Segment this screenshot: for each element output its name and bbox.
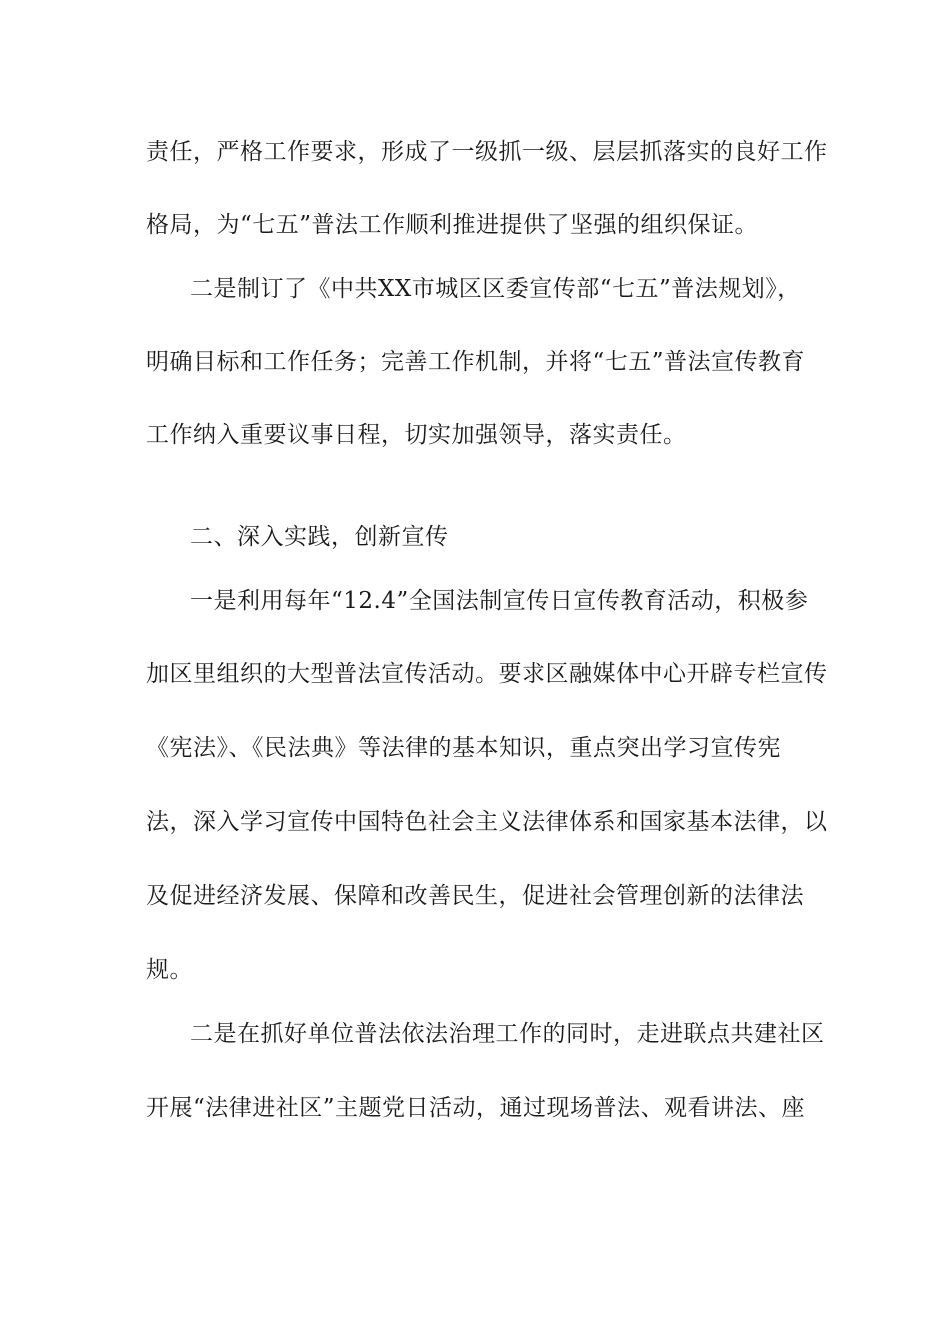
- paragraph-line: 一是利用每年“12.4”全国法制宣传日宣传教育活动，积极参: [190, 588, 809, 614]
- paragraph-line: 二是在抓好单位普法依法治理工作的同时，走进联点共建社区: [190, 1021, 825, 1047]
- paragraph-line: 工作纳入重要议事日程，切实加强领导，落实责任。: [146, 422, 687, 448]
- paragraph-line: 二是制订了《中共XX市城区区委宣传部“七五”普法规划》，: [190, 276, 801, 302]
- paragraph-line: 加区里组织的大型普法宣传活动。要求区融媒体中心开辟专栏宣传: [146, 661, 828, 687]
- paragraph-line: 及促进经济发展、保障和改善民生，促进社会管理创新的法律法: [146, 883, 804, 909]
- paragraph-line: 开展“法律进社区”主题党日活动，通过现场普法、观看讲法、座: [146, 1095, 806, 1121]
- paragraph-line: 《宪法》、《民法典》等法律的基本知识，重点突出学习宣传宪: [146, 735, 781, 761]
- paragraph-line: 格局，为“七五”普法工作顺利推进提供了坚强的组织保证。: [146, 212, 759, 238]
- paragraph-line: 明确目标和工作任务；完善工作机制，并将“七五”普法宣传教育: [146, 349, 806, 375]
- section-heading: 二、深入实践，创新宣传: [190, 524, 449, 550]
- paragraph-line: 法，深入学习宣传中国特色社会主义法律体系和国家基本法律，以: [146, 809, 828, 835]
- paragraph-line: 规。: [146, 957, 193, 983]
- paragraph-line: 责任，严格工作要求，形成了一级抓一级、层层抓落实的良好工作: [146, 139, 828, 165]
